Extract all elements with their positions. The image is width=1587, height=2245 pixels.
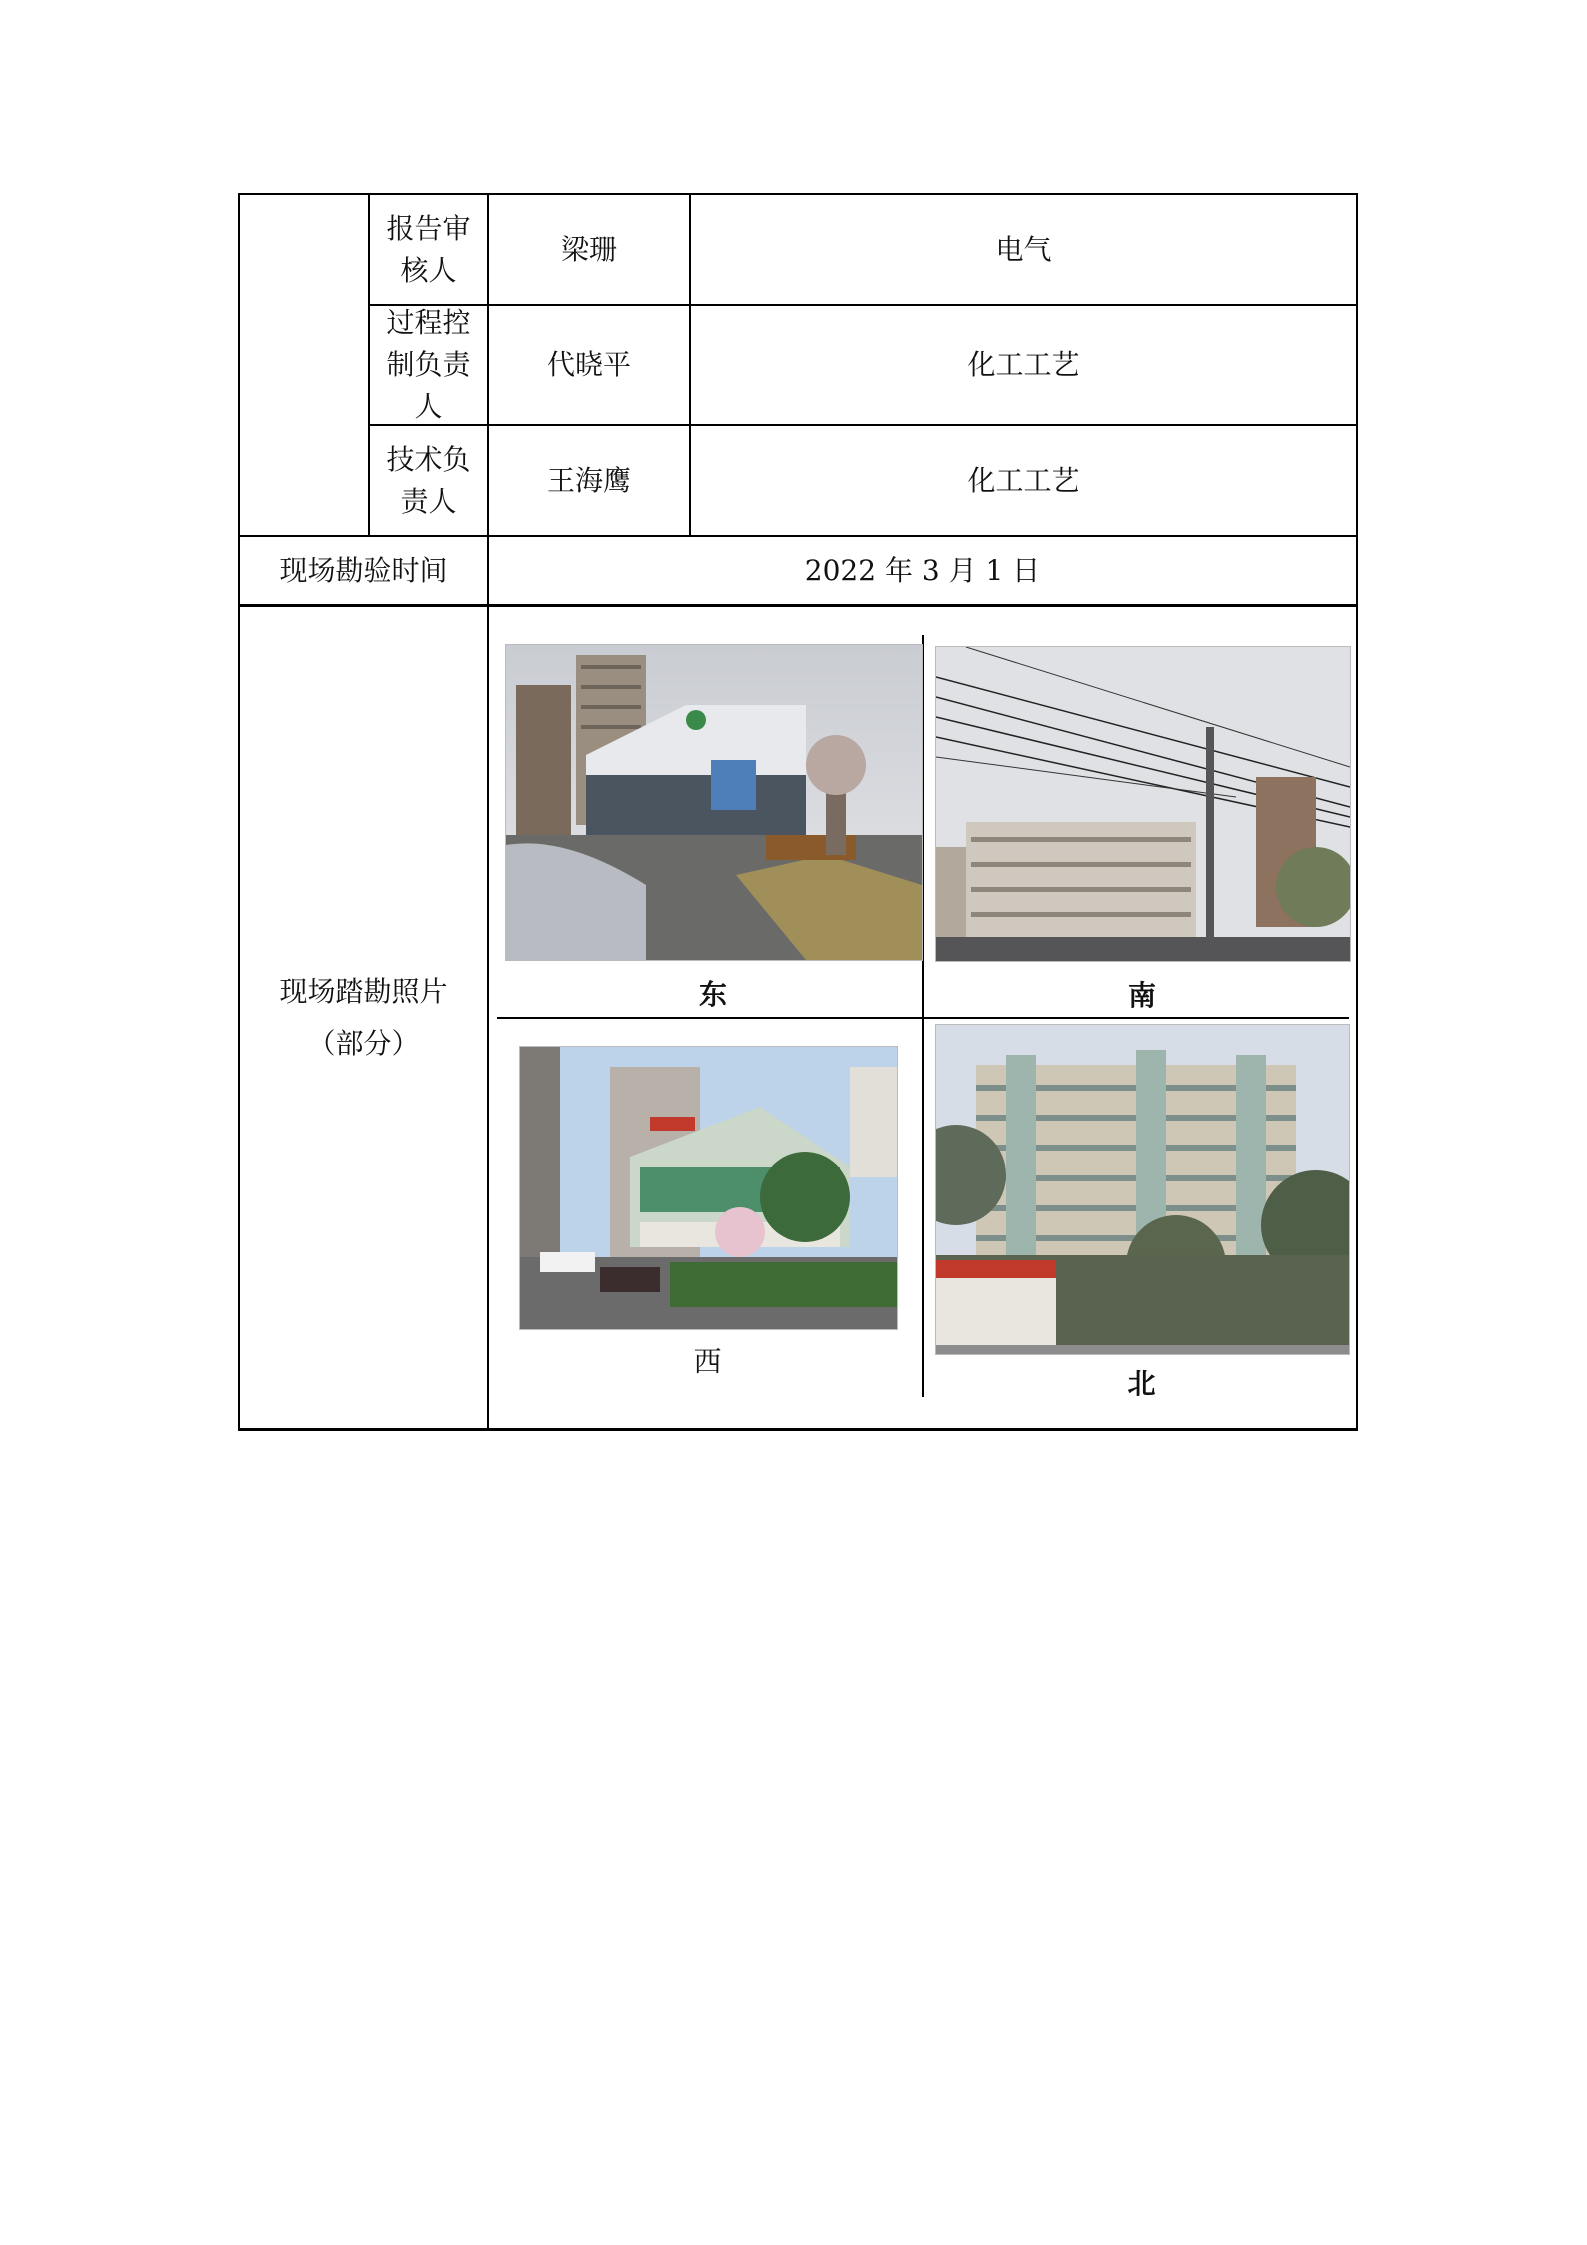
role-cell <box>370 426 487 535</box>
survey-time-label-text: 现场勘验时间 <box>279 553 448 587</box>
east-photo <box>505 644 923 961</box>
specialty-value: 化工工艺 <box>967 463 1080 497</box>
name-cell <box>489 306 689 424</box>
survey-time-label <box>240 537 487 604</box>
north-photo <box>935 1024 1350 1355</box>
west-caption: 西 <box>693 1345 722 1378</box>
specialty-cell <box>691 195 1356 304</box>
specialty-cell <box>691 426 1356 535</box>
name-cell <box>489 195 689 304</box>
survey-time-value-text: 2022 年 3 月 1 日 <box>804 553 1041 587</box>
specialty-cell <box>691 306 1356 424</box>
north-caption: 北 <box>1127 1367 1156 1400</box>
south-photo <box>935 646 1351 962</box>
role-cell <box>370 195 487 304</box>
specialty-value: 电气 <box>995 232 1052 266</box>
survey-time-value <box>489 537 1356 604</box>
site-photos-label-line1: 现场踏勘照片 <box>279 974 448 1008</box>
role-label: 过程控制负责人 <box>386 306 471 423</box>
photo-grid-horizontal-divider <box>497 1017 1349 1019</box>
table-border-bottom <box>238 1428 1358 1431</box>
name-value: 梁珊 <box>560 232 617 266</box>
name-value: 王海鹰 <box>546 463 631 497</box>
east-caption: 东 <box>698 978 727 1011</box>
role-label: 技术负责人 <box>386 442 471 518</box>
west-photo <box>519 1046 898 1330</box>
specialty-value: 化工工艺 <box>967 348 1080 381</box>
role-label: 报告审核人 <box>386 211 471 287</box>
name-cell <box>489 426 689 535</box>
name-value: 代晓平 <box>546 348 631 381</box>
table-border-right <box>1356 193 1358 1431</box>
role-cell <box>370 306 487 424</box>
south-caption: 南 <box>1127 979 1156 1012</box>
site-photos-label-line2: （部分） <box>307 1026 420 1060</box>
site-photos-label <box>240 607 487 1428</box>
